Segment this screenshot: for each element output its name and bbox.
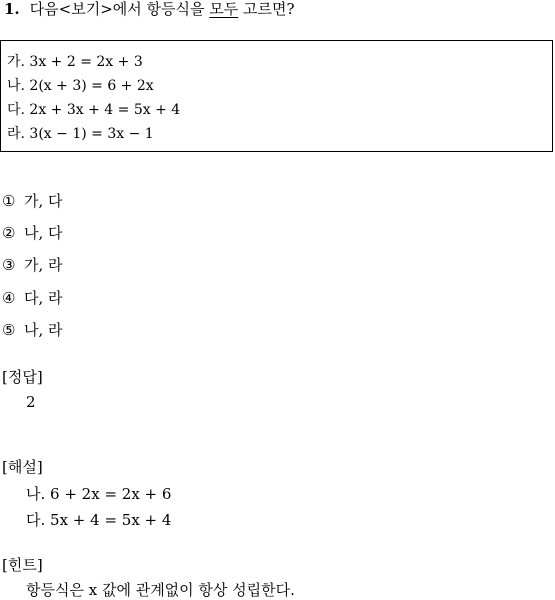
question-number: 1. [4,0,20,18]
choice-1-text: 가, 다 [24,192,63,210]
question-suffix: 고르면? [238,0,295,18]
explanation-label: [해설] [2,458,43,476]
explanation-line-2: 다. 5x + 4 = 5x + 4 [26,511,172,529]
bogi-item-da: 다. 2x + 3x + 4 = 5x + 4 [7,102,181,118]
bogi-item-ra: 라. 3(x − 1) = 3x − 1 [7,126,154,142]
choice-1-number: ① [2,192,16,210]
choice-4-number: ④ [2,289,16,307]
choice-4[interactable] [2,289,63,307]
hint-text: 항등식은 x 값에 관계없이 항상 성립한다. [26,581,295,599]
choice-3-number: ③ [2,256,16,274]
choice-3-text: 가, 라 [24,256,63,274]
choice-2-text: 나, 다 [24,224,63,242]
hint-label: [힌트] [2,556,43,574]
choice-3[interactable] [2,256,63,274]
explanation-line-1: 나. 6 + 2x = 2x + 6 [26,485,172,503]
question-title [4,0,295,18]
bogi-item-ga: 가. 3x + 2 = 2x + 3 [7,54,143,70]
choice-4-text: 다, 라 [24,289,63,307]
choice-2[interactable] [2,224,63,242]
choice-5[interactable] [2,321,63,339]
choice-5-text: 나, 라 [24,321,63,339]
bogi-item-na: 나. 2(x + 3) = 6 + 2x [7,78,154,94]
bogi-box [0,40,553,152]
question-emphasis: 모두 [209,0,239,18]
answer-label: [정답] [2,368,43,386]
choice-5-number: ⑤ [2,321,16,339]
question-prefix: 다음<보기>에서 항등식을 [29,0,210,18]
choice-2-number: ② [2,224,16,242]
answer-value: 2 [26,393,36,411]
choice-1[interactable] [2,192,63,210]
